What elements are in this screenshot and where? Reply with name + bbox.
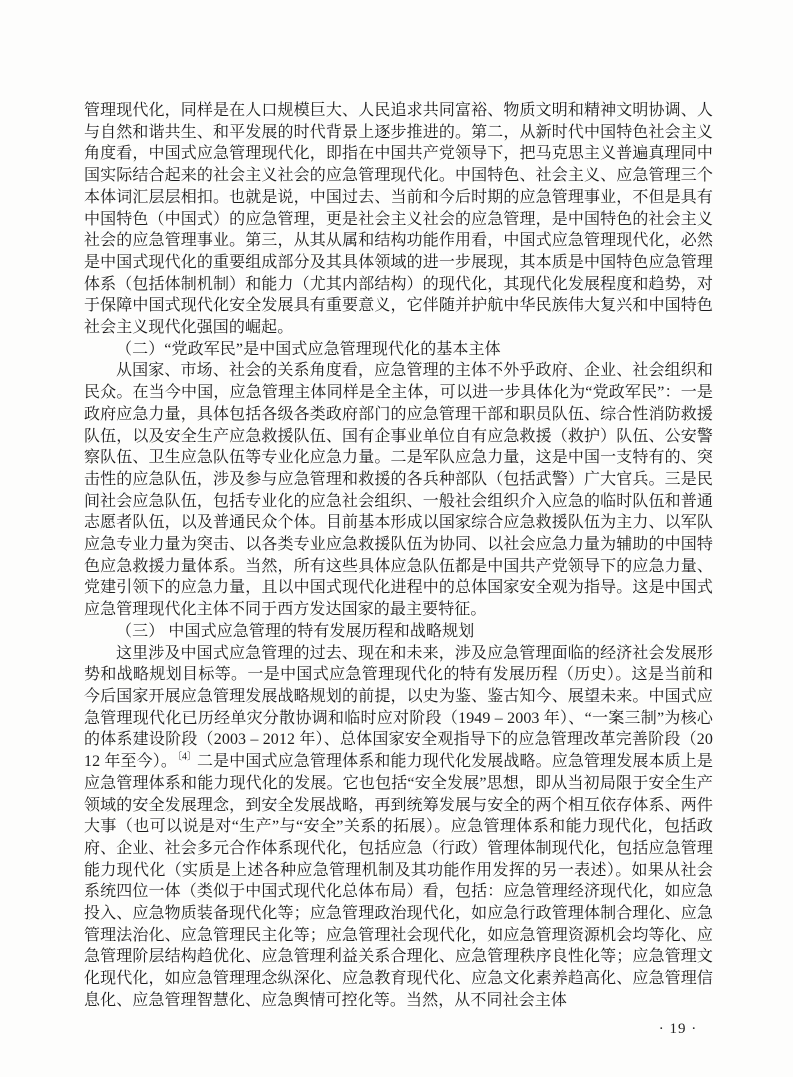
footnote-marker: 〔4〕 [176, 751, 198, 763]
paragraph-section-3-text-before-note: 这里涉及中国式应急管理的过去、现在和未来，涉及应急管理面临的经济社会发展形势和战略规划目标等。一是中国式应急管理现代化的特有发展历程（历史）。这是当前和今后国家开展应急管理发展战略规划的前提，以史为鉴、鉴古知今、展望未来。中国式应急管理现代化已历经单灾分散协调和临时应对阶段（1949 – 2003 年）、“一案三制”为核心的体系建设阶段（2003 – 2012 年）、总体国家安全观指导下的应急管理改革完善阶段（2012 年至今）。 [84, 644, 713, 771]
body-text [84, 100, 713, 1012]
paragraph-continuation: 管理现代化，同样是在人口规模巨大、人民追求共同富裕、物质文明和精神文明协调、人与自然和谐共生、和平发展的时代背景上逐步推进的。第二，从新时代中国特色社会主义角度看，中国式应急管理现代化，即指在中国共产党领导下，把马克思主义普遍真理同中国实际结合起来的社会主义社会的应急管理现代化。中国特色、社会主义、应急管理三个本体词汇层层相扣。也就是说，中国过去、当前和今后时期的应急管理事业，不但是具有中国特色（中国式）的应急管理，更是社会主义社会的应急管理，是中国特色的社会主义社会的应急管理事业。第三，从其从属和结构功能作用看，中国式应急管理现代化，必然是中国式现代化的重要组成部分及其具体领域的进一步展现，其本质是中国特色应急管理体系（包括体制机制）和能力（尤其内部结构）的现代化，其现代化发展程度和趋势，对于保障中国式现代化安全发展具有重要意义，它伴随并护航中华民族伟大复兴和中国特色社会主义现代化强国的崛起。 [84, 102, 713, 337]
section-heading-3: （三） 中国式应急管理的特有发展历程和战略规划 [116, 622, 475, 640]
page-number: · 19 · [658, 1021, 698, 1037]
paragraph-section-2: 从国家、市场、社会的关系角度看，应急管理的主体不外乎政府、企业、社会组织和民众。在当今中国，应急管理主体同样是全主体，可以进一步具体化为“党政军民”：一是政府应急力量，具体包括各级各类政府部门的应急管理干部和职员队伍、综合性消防救援队伍，以及安全生产应急救援队伍、国有企事业单位自有应急救援（救护）队伍、公安警察队伍、卫生应急队伍等专业化应急力量。二是军队应急力量，这是中国一支特有的、突击性的应急队伍，涉及参与应急管理和救援的各兵种部队（包括武警）广大官兵。三是民间社会应急队伍，包括专业化的应急社会组织、一般社会组织介入应急的临时队伍和普通志愿者队伍，以及普通民众个体。目前基本形成以国家综合应急救援队伍为主力、以军队应急专业力量为突击、以各类专业应急救援队伍为协同、以社会应急力量为辅助的中国特色应急救援力量体系。当然，所有这些具体应急队伍都是中国共产党领导下的应急力量、党建引领下的应急力量，且以中国式现代化进程中的总体国家安全观为指导。这是中国式应急管理现代化主体不同于西方发达国家的最主要特征。 [84, 362, 713, 619]
paragraph-section-3-text-after-note: 二是中国式应急管理体系和能力现代化发展战略。应急管理发展本质上是应急管理体系和能力现代化的发展。它也包括“安全发展”思想，即从当初局限于安全生产领域的安全发展理念，到安全发展战略，再到统筹发展与安全的两个相互依存体系、两件大事（也可以说是对“生产”与“安全”关系的拓展）。应急管理体系和能力现代化，包括政府、企业、社会多元合作体系现代化，包括应急（行政）管理体制现代化，包括应急管理能力现代化（实质是上述各种应急管理机制及其功能作用发挥的另一表述）。如果从社会系统四位一体（类似于中国式现代化总体布局）看，包括：应急管理经济现代化，如应急投入、应急物质装备现代化等；应急管理政治现代化，如应急行政管理体制合理化、应急管理法治化、应急管理民主化等；应急管理社会现代化，如应急管理资源机会均等化、应急管理阶层结构趋优化、应急管理利益关系合理化、应急管理秩序良性化等；应急管理文化现代化，如应急管理理念纵深化、应急教育现代化、应急文化素养趋高化、应急管理信息化、应急管理智慧化、应急舆情可控化等。当然，从不同社会主体 [84, 753, 713, 1009]
section-heading-2: （二）“党政军民”是中国式应急管理现代化的基本主体 [116, 340, 501, 358]
paragraph-section-3 [84, 643, 713, 1012]
